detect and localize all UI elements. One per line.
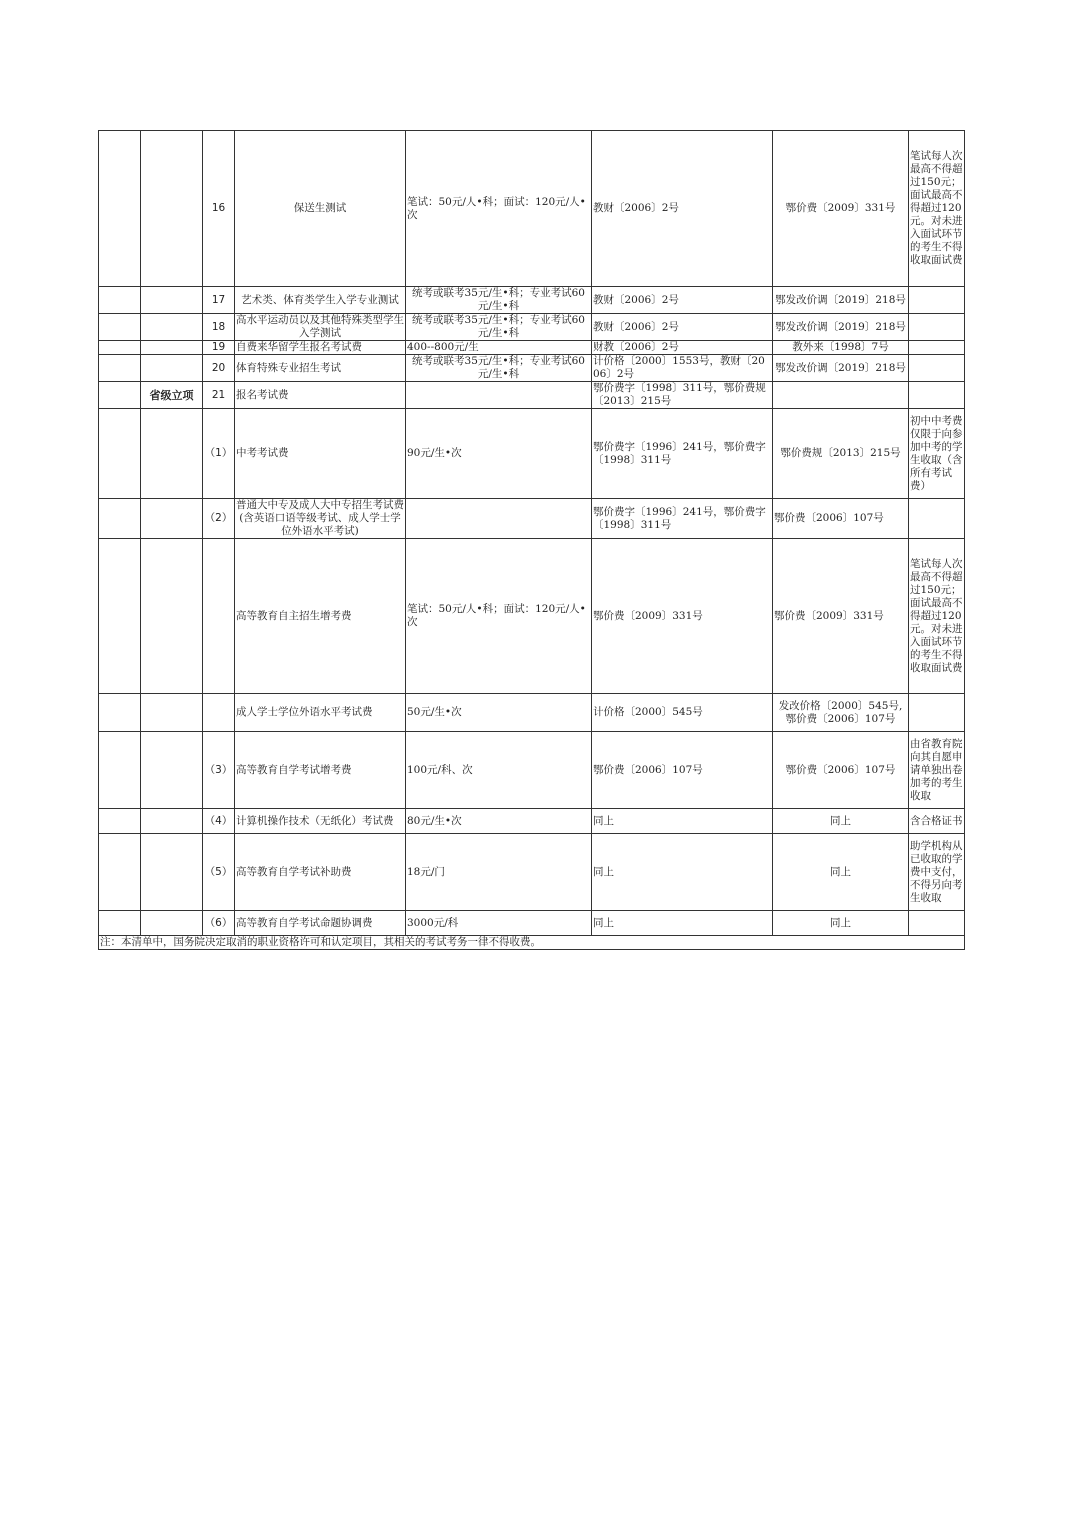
basis-provincial: 鄂发改价调〔2019〕218号	[773, 287, 909, 314]
item-number: 18	[203, 314, 235, 341]
blank-cell	[99, 382, 141, 409]
item-number: 17	[203, 287, 235, 314]
table-row	[99, 539, 965, 694]
item-name: 高水平运动员以及其他特殊类型学生入学测试	[236, 314, 404, 339]
category-cell	[141, 834, 203, 911]
category-cell	[141, 694, 203, 732]
category-cell	[141, 355, 203, 382]
table-row	[99, 409, 965, 499]
table-row	[99, 382, 965, 409]
remark: 笔试每人次最高不得超过150元；面试最高不得超过120元。对未进入面试环节的考生不得收取面试费	[909, 539, 965, 694]
blank-cell	[99, 694, 141, 732]
table-row	[99, 732, 965, 809]
fee-standard	[406, 499, 592, 539]
category-cell: 省级立项	[141, 382, 203, 409]
basis-national: 鄂价费字〔1996〕241号，鄂价费字〔1998〕311号	[592, 409, 773, 499]
basis-national: 教财〔2006〕2号	[592, 314, 773, 341]
table-row	[99, 287, 965, 314]
table-row	[99, 341, 965, 355]
table-row	[99, 131, 965, 287]
fee-standard: 90元/生•次	[406, 409, 592, 499]
item-name: 保送生测试	[235, 131, 406, 287]
table-row	[99, 911, 965, 936]
basis-provincial: 鄂价费〔2009〕331号	[773, 539, 909, 694]
category-cell	[141, 911, 203, 936]
basis-national: 同上	[592, 911, 773, 936]
fee-standard	[406, 382, 592, 409]
fee-standard: 统考或联考35元/生•科；专业考试60元/生•科	[406, 355, 592, 382]
basis-provincial: 鄂发改价调〔2019〕218号	[773, 314, 909, 341]
blank-cell	[99, 732, 141, 809]
remark: 含合格证书	[909, 809, 965, 834]
blank-cell	[99, 341, 141, 355]
item-number: （6）	[203, 911, 235, 936]
item-number: 19	[203, 341, 235, 355]
item-name: 自费来华留学生报名考试费	[235, 341, 406, 355]
item-name: 报名考试费	[235, 382, 406, 409]
fee-standard: 笔试：50元/人•科；面试：120元/人•次	[406, 539, 592, 694]
category-cell	[141, 499, 203, 539]
remark	[909, 341, 965, 355]
blank-cell	[99, 809, 141, 834]
basis-provincial: 同上	[773, 809, 909, 834]
basis-national: 鄂价费〔2009〕331号	[592, 539, 773, 694]
remark	[909, 499, 965, 539]
item-name: 体育特殊专业招生考试	[235, 355, 406, 382]
fee-standard: 统考或联考35元/生•科；专业考试60元/生•科	[406, 287, 592, 314]
blank-cell	[99, 314, 141, 341]
basis-national: 教财〔2006〕2号	[592, 287, 773, 314]
table-row	[99, 694, 965, 732]
category-cell	[141, 809, 203, 834]
basis-provincial: 鄂价费〔2006〕107号	[773, 732, 909, 809]
footnote: 注：本清单中，国务院决定取消的职业资格许可和认定项目，其相关的考试考务一律不得收费。	[99, 936, 965, 950]
basis-provincial: 鄂价费〔2009〕331号	[773, 131, 909, 287]
item-number: 21	[203, 382, 235, 409]
blank-cell	[99, 409, 141, 499]
basis-provincial: 同上	[773, 911, 909, 936]
remark: 初中中考费仅限于向参加中考的学生收取（含所有考试费）	[909, 409, 965, 499]
basis-provincial: 发改价格〔2000〕545号,鄂价费〔2006〕107号	[773, 694, 909, 732]
blank-cell	[99, 911, 141, 936]
remark	[909, 694, 965, 732]
category-cell	[141, 131, 203, 287]
basis-national: 鄂价费〔2006〕107号	[592, 732, 773, 809]
item-name: 高等教育自主招生增考费	[235, 539, 406, 694]
category-cell	[141, 409, 203, 499]
item-name: 高等教育自学考试增考费	[235, 732, 406, 809]
basis-provincial: 教外来〔1998〕7号	[773, 341, 909, 355]
remark	[909, 314, 965, 341]
table-row	[99, 355, 965, 382]
basis-provincial: 鄂价费规〔2013〕215号	[773, 409, 909, 499]
blank-cell	[99, 539, 141, 694]
item-number: 20	[203, 355, 235, 382]
fee-standard: 18元/门	[406, 834, 592, 911]
fee-standard: 统考或联考35元/生•科；专业考试60元/生•科	[406, 314, 592, 341]
item-name: 艺术类、体育类学生入学专业测试	[235, 287, 406, 314]
remark	[909, 382, 965, 409]
table-footer-row	[99, 936, 965, 950]
remark	[909, 287, 965, 314]
item-name: 高等教育自学考试补助费	[235, 834, 406, 911]
item-number: （2）	[203, 499, 235, 539]
table-row	[99, 834, 965, 911]
basis-national: 计价格〔2000〕1553号，教财〔2006〕2号	[592, 355, 773, 382]
item-number	[203, 694, 235, 732]
basis-national: 鄂价费字〔1998〕311号，鄂价费规〔2013〕215号	[592, 382, 773, 409]
category-cell	[141, 732, 203, 809]
item-name: 计算机操作技术（无纸化）考试费	[235, 809, 406, 834]
basis-provincial: 鄂价费〔2006〕107号	[773, 499, 909, 539]
basis-provincial: 鄂发改价调〔2019〕218号	[773, 355, 909, 382]
blank-cell	[99, 355, 141, 382]
item-number: （5）	[203, 834, 235, 911]
fee-standard: 100元/科、次	[406, 732, 592, 809]
item-number	[203, 539, 235, 694]
remark: 助学机构从已收取的学费中支付，不得另向考生收取	[909, 834, 965, 911]
basis-national: 财教〔2006〕2号	[592, 341, 773, 355]
fee-standard: 笔试：50元/人•科；面试：120元/人•次	[406, 131, 592, 287]
blank-cell	[99, 131, 141, 287]
item-number: （1）	[203, 409, 235, 499]
table-row	[99, 314, 965, 341]
basis-national: 同上	[592, 834, 773, 911]
basis-national: 同上	[592, 809, 773, 834]
table-row	[99, 809, 965, 834]
item-number: （4）	[203, 809, 235, 834]
basis-provincial	[773, 382, 909, 409]
fee-table	[98, 130, 965, 950]
fee-standard: 3000元/科	[406, 911, 592, 936]
category-cell	[141, 314, 203, 341]
item-number: 16	[203, 131, 235, 287]
blank-cell	[99, 287, 141, 314]
basis-national: 鄂价费字〔1996〕241号，鄂价费字〔1998〕311号	[592, 499, 773, 539]
item-name: 成人学士学位外语水平考试费	[235, 694, 406, 732]
category-cell	[141, 539, 203, 694]
remark: 笔试每人次最高不得超过150元；面试最高不得超过120元。对未进入面试环节的考生不得收取面试费	[909, 131, 965, 287]
basis-national: 计价格〔2000〕545号	[592, 694, 773, 732]
basis-provincial: 同上	[773, 834, 909, 911]
fee-standard: 50元/生•次	[406, 694, 592, 732]
item-name: 高等教育自学考试命题协调费	[235, 911, 406, 936]
category-cell	[141, 287, 203, 314]
fee-standard: 400--800元/生	[406, 341, 592, 355]
blank-cell	[99, 499, 141, 539]
remark: 由省教育院向其自愿申请单独出卷加考的考生收取	[909, 732, 965, 809]
item-name: 中考考试费	[235, 409, 406, 499]
item-name: 普通大中专及成人大中专招生考试费(含英语口语等级考试、成人学士学位外语水平考试)	[236, 499, 404, 537]
remark	[909, 911, 965, 936]
blank-cell	[99, 834, 141, 911]
remark	[909, 355, 965, 382]
basis-national: 教财〔2006〕2号	[592, 131, 773, 287]
fee-standard: 80元/生•次	[406, 809, 592, 834]
table-row	[99, 499, 965, 539]
item-number: （3）	[203, 732, 235, 809]
category-cell	[141, 341, 203, 355]
